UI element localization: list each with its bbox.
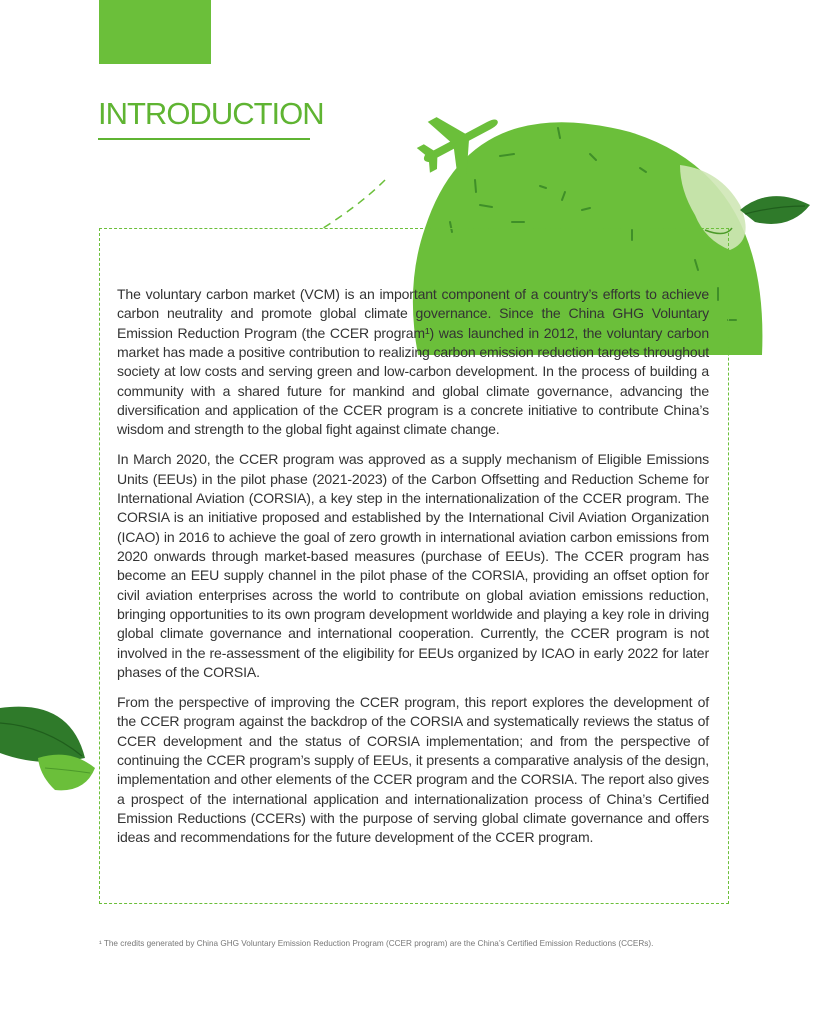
paragraph-2: In March 2020, the CCER program was approved as a supply mechanism of Eligible Emissions Units (EEUs) in the pilot phase (2021-2023) of the Carbon Offsetting and Reduction Scheme for International Aviation (CORSIA), a key step in the internationalization of the CCER program. The CORSIA is an initiative proposed and established by the International Civil Aviation Organization (ICAO) in 2016 to achieve the goal of zero growth in international aviation carbon emissions from 2020 onwards through market-based measures (purchase of EEUs). The CCER program has become an EEU supply channel in the pilot phase of the CORSIA, providing an offset option for civil aviation enterprises across the world to contribute on global aviation emissions reduction, bringing opportunities to its own program development worldwide and playing a key role in driving global climate governance and international cooperation. Currently, the CCER program is not involved in the re-assessment of the eligibility for EEUs organized by ICAO in early 2022 for later phases of the CORSIA. (117, 451, 709, 681)
title-underline (98, 138, 310, 140)
paragraph-1: The voluntary carbon market (VCM) is an important component of a country’s efforts to achieve carbon neutrality and promote global climate governance. Since the China GHG Voluntary Emission Reduction Program (the CCER program¹) was launched in 2012, the voluntary carbon market has made a positive contribution to realizing carbon emission reduction targets throughout society at low costs and serving green and low-carbon development. In the process of building a community with a shared future for mankind and global climate governance, advancing the diversification and application of the CCER program is a concrete initiative to contribute China’s wisdom and strength to the global fight against climate change. (117, 286, 709, 438)
leaf-icon (740, 196, 810, 224)
section-title: INTRODUCTION (98, 96, 324, 131)
corner-accent-block (99, 0, 211, 64)
paragraph-3: From the perspective of improving the CCER program, this report explores the development of the CCER program against the backdrop of the CORSIA and systematically reviews the status of CCER development and the status of CORSIA implementation; and from the perspective of continuing the CCER program’s supply of EEUs, it presents a comparative analysis of the design, implementation and other elements of the CCER program and the CORSIA. The report also gives a prospect of the international application and internationalization process of China’s Certified Emission Reductions (CCERs) with the purpose of serving global climate governance and offers ideas and recommendations for the future development of the CCER program. (117, 693, 709, 846)
leaf-illustration-left (0, 698, 110, 808)
body-text (117, 285, 709, 858)
flight-path (320, 180, 385, 230)
footnote: ¹ The credits generated by China GHG Voluntary Emission Reduction Program (CCER program) are the China’s Certified Emission Reductions (CCERs). (99, 939, 654, 948)
